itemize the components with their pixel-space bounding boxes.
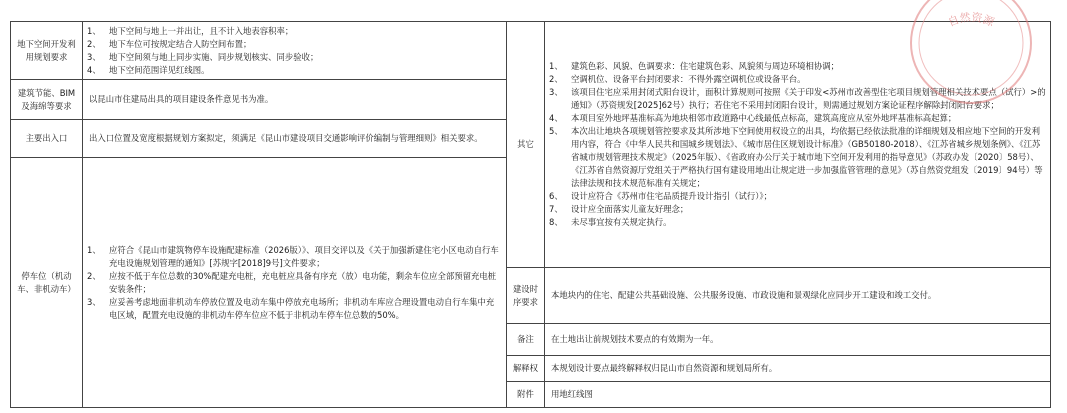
table-row — [11, 80, 507, 120]
row-label-energy-bim: 建筑节能、BIM及海绵等要求 — [11, 80, 83, 120]
parking-requirements — [83, 158, 507, 408]
list-item: 5、 本次出让地块各项规划管控要求及其所涉地下空间使用权设立的出具，均依据已经依法批准的详细规划及相应地下空间的开发利用内容，符合《中华人民共和国城乡规划法》、《城市居住区规划设计标准》（GB50180-2018）、《江苏省城乡规划条例》、《江苏省城市规划管理技术规定》（2025年版）、《省政府办公厅关于城市地下空间开发利用的指导意见》（苏政办发〔2020〕58号）、《江苏省自然资源厅党组关于严格执行国有建设用地出让规定进一步加强监管管理的意见》（苏自然资党组发〔2019〕94号）等法律法规和技术规范标准有关规定； — [549, 126, 1043, 188]
entrance-requirements: 出入口位置及宽度根据规划方案拟定，须满足《昆山市建设项目交通影响评价编制与管理细则》相关要求。 — [83, 120, 507, 158]
list-item: 3、 地下空间须与地上同步实施、同步规划核实、同步验收； — [87, 51, 319, 62]
list-item: 3、 应妥善考虑地面非机动车停放位置及电动车集中停放充电场所；非机动车库应合理设置电动自行车集中充电区域，配置充电设施的非机动车停车位应不低于非机动车停车位总数的50%。 — [87, 296, 495, 320]
svg-text:自然资源: 自然资源 — [946, 10, 996, 30]
list-item: 4、 本项目室外地坪基准标高为地块相邻市政道路中心线最低点标高，建筑高度应从室外地坪基准标高起算； — [549, 113, 957, 123]
list-item: 2、 应按不低于车位总数的30%配建充电桩，充电桩应具备有序充（放）电功能，剩余车位应全部预留充电桩安装条件； — [87, 270, 497, 294]
table-row — [11, 120, 507, 158]
underground-requirements — [83, 22, 507, 80]
remarks-text: 在土地出让前规划技术要点的有效期为一年。 — [545, 324, 1051, 356]
row-label-entrance: 主要出入口 — [11, 120, 83, 158]
row-label-remarks: 备注 — [507, 324, 545, 356]
list-item: 4、 地下空间范围详见红线图。 — [87, 64, 210, 75]
row-label-other: 其它 — [507, 22, 545, 268]
left-requirements-table — [10, 21, 507, 408]
row-label-parking: 停车位（机动车、非机动车） — [11, 158, 83, 408]
attachment-text: 用地红线图 — [545, 382, 1051, 408]
table-row — [507, 268, 1051, 324]
table-row — [507, 356, 1051, 382]
list-item: 1、 地下空间与地上一并出让，且不计入地表容积率； — [87, 25, 294, 36]
official-seal-stamp — [910, 0, 1032, 104]
row-label-schedule: 建设时序要求 — [507, 268, 545, 324]
list-item: 3、 该项目住宅应采用封闭式阳台设计，面积计算规则可按照《关于印发<苏州市改善型住宅项目规划管理相关技术要点（试行）>的通知》（苏资规发[2025]62号）执行；若住宅不采用封闭阳台设计，则需通过规划方案论证程序解除封闭阳台要求； — [549, 87, 1046, 110]
interpretation-text: 本规划设计要点最终解释权归昆山市自然资源和规划局所有。 — [545, 356, 1051, 382]
row-label-interpretation: 解释权 — [507, 356, 545, 382]
table-row — [11, 22, 507, 80]
list-item: 8、 未尽事宜按有关规定执行。 — [549, 217, 672, 227]
list-item: 1、 建筑色彩、风貌、色调要求：住宅建筑色彩、风貌须与周边环境相协调； — [549, 61, 839, 71]
list-item: 2、 地下车位可按规定结合人防空间布置； — [87, 38, 252, 49]
table-row — [507, 382, 1051, 408]
list-item: 7、 设计应全面落实儿童友好理念； — [549, 204, 689, 214]
row-label-underground: 地下空间开发利用规划要求 — [11, 22, 83, 80]
table-row — [507, 324, 1051, 356]
list-item: 1、 应符合《昆山市建筑物停车设施配建标准（2026版）》、项目交评以及《关于加强新建住宅小区电动自行车充电设施规划管理的通知》[苏规字[2018]9号]文件要求； — [87, 244, 499, 268]
row-label-attachment: 附件 — [507, 382, 545, 408]
schedule-requirements: 本地块内的住宅、配建公共基础设施、公共服务设施、市政设施和景观绿化应同步开工建设和竣工交付。 — [545, 268, 1051, 324]
energy-bim-requirements: 以昆山市住建局出具的项目建设条件意见书为准。 — [83, 80, 507, 120]
list-item: 6、 设计应符合《苏州市住宅品质提升设计指引（试行）》； — [549, 191, 772, 201]
table-row — [11, 158, 507, 408]
list-item: 2、 空调机位、设备平台封闭要求：不得外露空调机位或设备平台。 — [549, 74, 806, 84]
